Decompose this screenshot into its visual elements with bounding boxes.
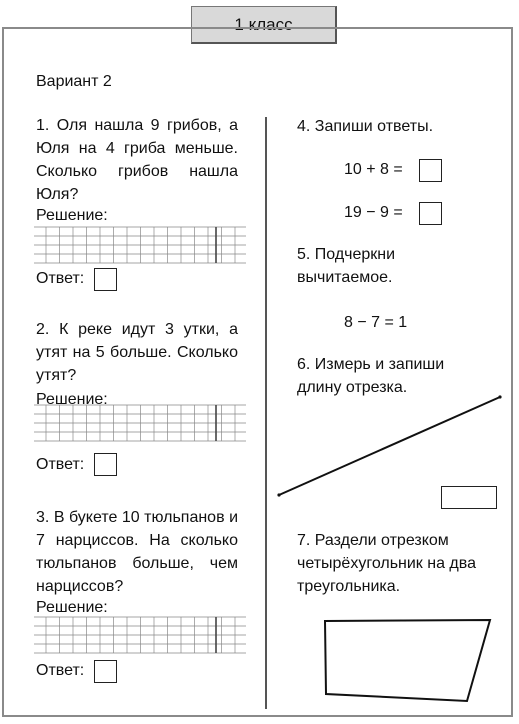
variant-title: Вариант 2	[36, 73, 112, 90]
task-1-answer-label: Ответ:	[36, 270, 85, 287]
task-7-title: 7. Раздели отрезком четырёхугольник на два треугольника.	[297, 532, 476, 595]
task-4-expression-2: 19 − 9 =	[344, 204, 403, 221]
task-1-text: 1. Оля нашла 9 грибов, а Юля на 4 гриба меньше. Сколько грибов нашла Юля?	[36, 117, 238, 203]
task-4-expression-1: 10 + 8 =	[344, 161, 403, 178]
task-5-expression[interactable]: 8 − 7 = 1	[344, 314, 408, 331]
task-2-answer-label: Ответ:	[36, 456, 85, 473]
grade-tab: 1 класс	[191, 6, 337, 44]
task-1-solution-label: Решение:	[36, 207, 108, 224]
task-5-title: 5. Подчеркни вычитаемое.	[297, 246, 396, 286]
task-3-solution-label: Решение:	[36, 599, 108, 616]
task-3-text: 3. В букете 10 тюльпанов и 7 нарциссов. На сколько тюльпанов больше, чем нарциссов?	[36, 509, 238, 595]
task-4-title: 4. Запиши ответы.	[297, 118, 434, 135]
task-6-title: 6. Измерь и запиши длину отрезка.	[297, 356, 445, 396]
task-2-solution-label: Решение:	[36, 391, 108, 408]
task-3-answer-label: Ответ:	[36, 662, 85, 679]
task-2-text: 2. К реке идут 3 утки, а утят на 5 больше. Сколько утят?	[36, 321, 238, 384]
